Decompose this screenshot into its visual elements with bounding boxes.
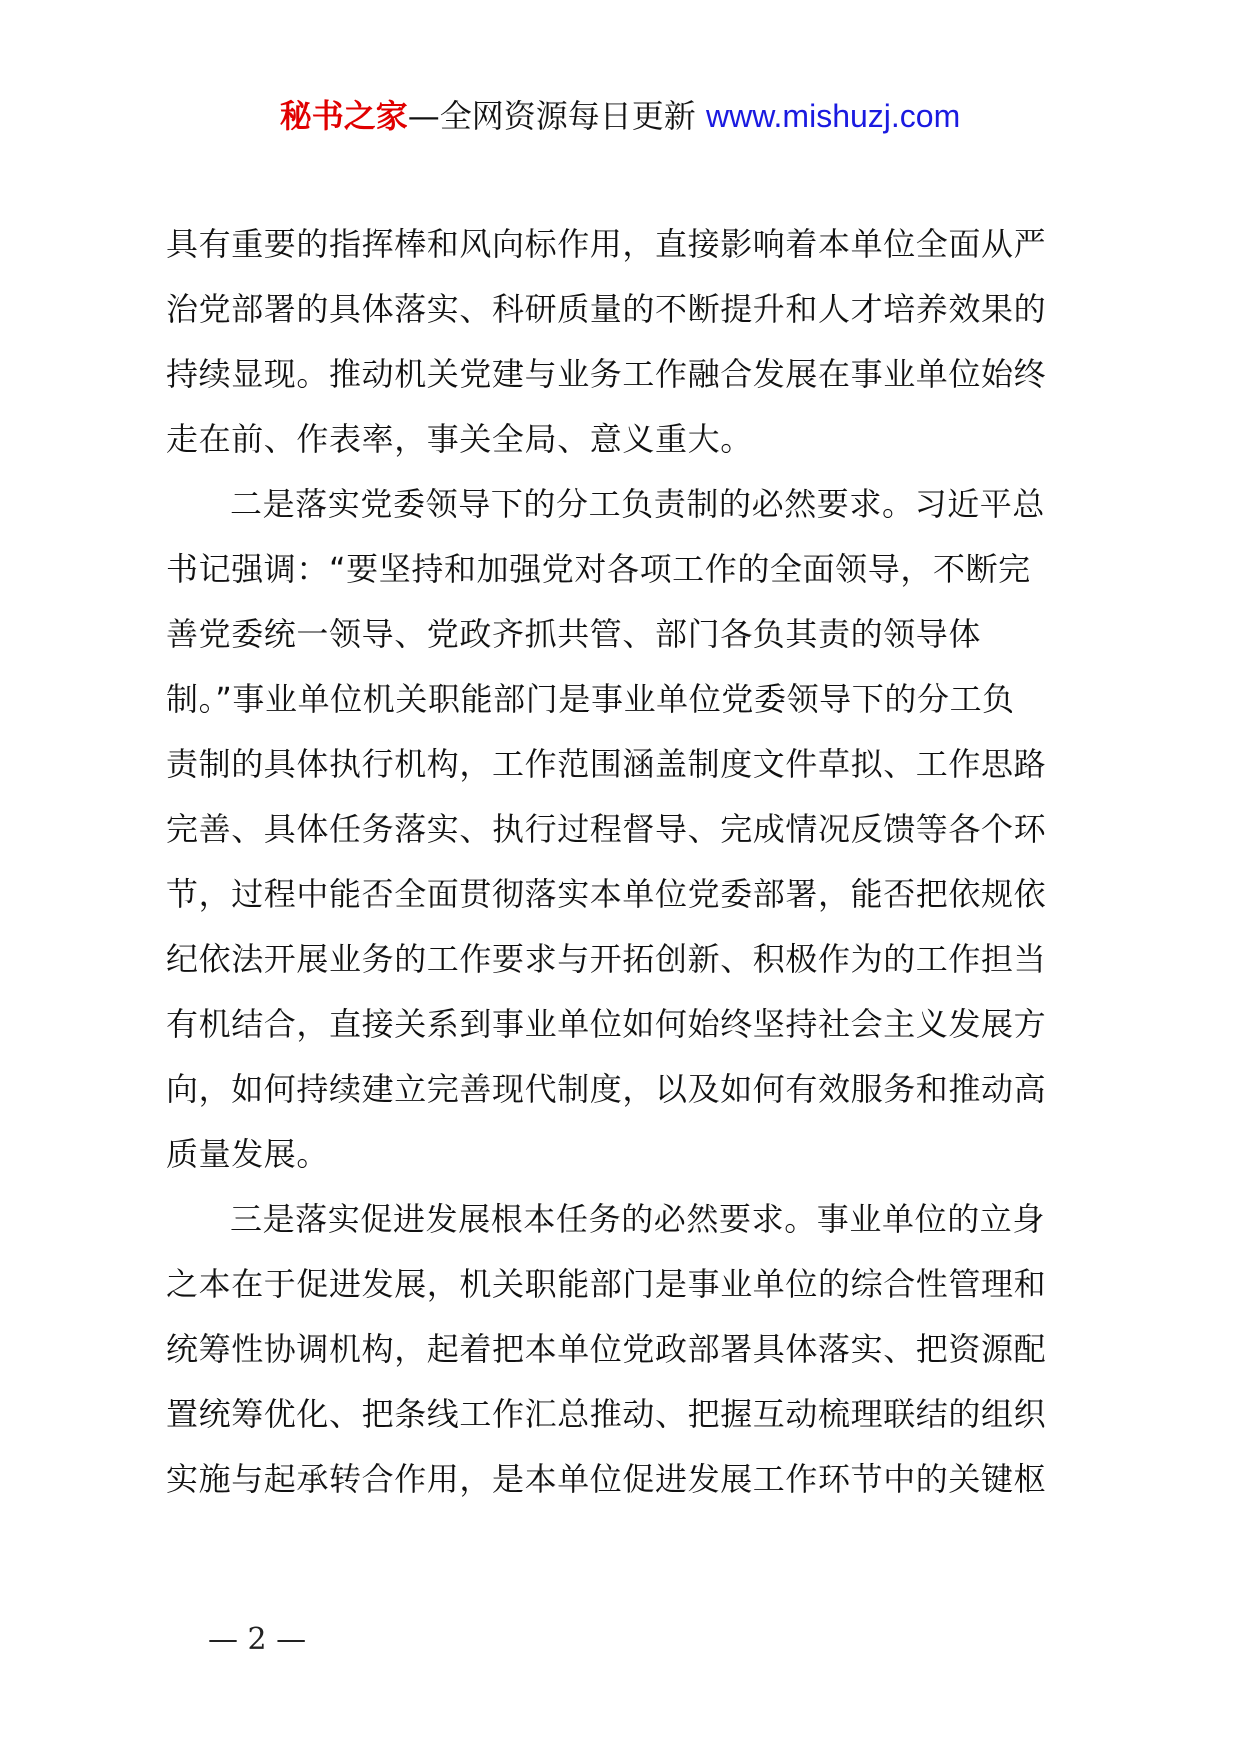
body-line: 持续显现。推动机关党建与业务工作融合发展在事业单位始终 [166, 355, 1047, 393]
paragraph-start-line: 三是落实促进发展根本任务的必然要求。事业单位的立身 [230, 1200, 1046, 1238]
body-line: 实施与起承转合作用，是本单位促进发展工作环节中的关键枢 [166, 1460, 1047, 1498]
body-line: 具有重要的指挥棒和风向标作用，直接影响着本单位全面从严 [166, 225, 1047, 263]
header-slogan: —全网资源每日更新 [407, 97, 706, 135]
body-line: 节，过程中能否全面贯彻落实本单位党委部署，能否把依规依 [166, 875, 1047, 913]
body-line: 治党部署的具体落实、科研质量的不断提升和人才培养效果的 [166, 290, 1047, 328]
paragraph-start-line: 二是落实党委领导下的分工负责制的必然要求。习近平总 [230, 485, 1046, 523]
body-line: 制。”事业单位机关职能部门是事业单位党委领导下的分工负 [166, 680, 1015, 718]
site-header [0, 96, 1240, 136]
body-line: 完善、具体任务落实、执行过程督导、完成情况反馈等各个环 [166, 810, 1047, 848]
body-line: 书记强调：“要坚持和加强党对各项工作的全面领导，不断完 [166, 550, 1031, 588]
body-line: 善党委统一领导、党政齐抓共管、部门各负其责的领导体 [166, 615, 982, 653]
body-line: 纪依法开展业务的工作要求与开拓创新、积极作为的工作担当 [166, 940, 1047, 978]
page-number: — 2 — [208, 1622, 307, 1657]
body-line: 之本在于促进发展，机关职能部门是事业单位的综合性管理和 [166, 1265, 1047, 1303]
body-line: 走在前、作表率，事关全局、意义重大。 [166, 420, 753, 458]
document-body [166, 212, 1088, 1512]
site-url-link[interactable]: www.mishuzj.com [705, 98, 961, 134]
body-line: 责制的具体执行机构，工作范围涵盖制度文件草拟、工作思路 [166, 745, 1047, 783]
brand-name: 秘书之家 [279, 97, 408, 135]
body-line: 向，如何持续建立完善现代制度，以及如何有效服务和推动高 [166, 1070, 1047, 1108]
body-line: 质量发展。 [166, 1135, 330, 1173]
body-line: 统筹性协调机构，起着把本单位党政部署具体落实、把资源配 [166, 1330, 1047, 1368]
body-line: 置统筹优化、把条线工作汇总推动、把握互动梳理联结的组织 [166, 1395, 1047, 1433]
body-line: 有机结合，直接关系到事业单位如何始终坚持社会主义发展方 [166, 1005, 1047, 1043]
